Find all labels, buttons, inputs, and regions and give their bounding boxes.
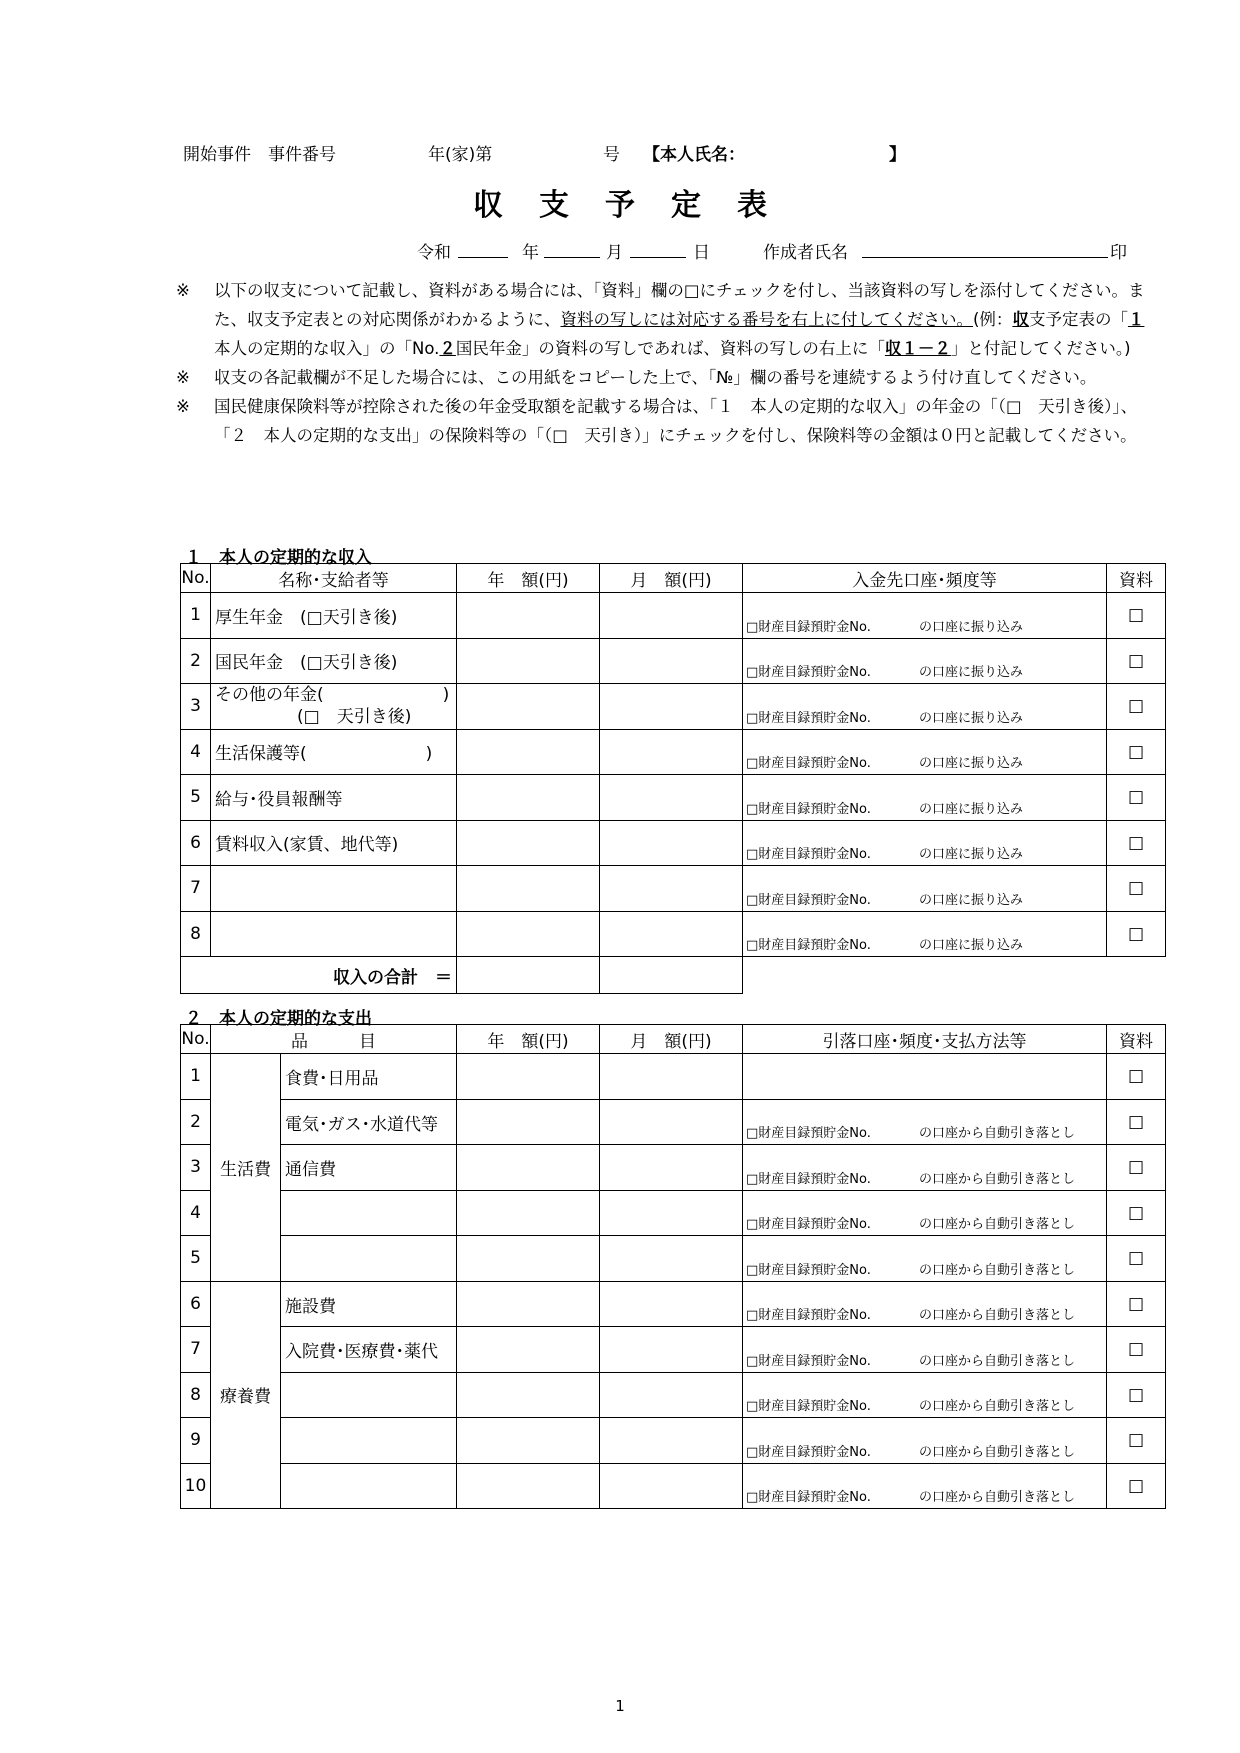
year-amount-input[interactable] [457,684,600,730]
year-amount-input[interactable] [457,1236,600,1282]
account-prefix: □財産目録預貯金No. [746,938,871,953]
col-document: 資料 [1107,1025,1166,1054]
expense-item-cell[interactable]: 入院費･医療費･薬代 [281,1327,457,1373]
expense-row [181,1190,1166,1236]
col-no: No. [181,564,211,593]
expense-item-cell[interactable] [281,1463,457,1509]
account-prefix: □財産目録預貯金No. [746,847,871,862]
note-1-underlined: 資料の写しには対応する番号を右上に付してください。 [560,310,973,329]
year-amount-input[interactable] [457,1418,600,1464]
income-row [181,866,1166,912]
income-name-cell[interactable] [211,775,457,821]
account-suffix: の口座から自動引き落とし [919,1262,1076,1278]
account-suffix: の口座に振り込み [919,710,1024,726]
row-number: 6 [181,820,211,866]
month-amount-input[interactable] [600,820,743,866]
year-amount-input[interactable] [457,1463,600,1509]
month-label: 月 [606,243,623,263]
expense-item-cell[interactable]: 施設費 [281,1281,457,1327]
income-name-line2: (□ 天引き後) [297,707,412,728]
era-year-field[interactable] [458,239,508,258]
expense-row [181,1236,1166,1282]
row-number: 7 [181,1327,211,1373]
year-amount-input[interactable] [457,638,600,684]
row-number: 1 [181,593,211,639]
account-cell[interactable] [743,1190,1107,1236]
year-amount-input[interactable] [457,1054,600,1100]
account-cell[interactable] [743,1327,1107,1373]
note-2 [176,363,1146,392]
number-suffix: 号 [603,145,620,165]
expense-group-medical: 療養費 [211,1281,281,1509]
account-suffix: の口座に振り込み [919,847,1024,862]
income-row [181,911,1166,957]
account-suffix: の口座から自動引き落とし [919,1126,1076,1141]
income-row [181,775,1166,821]
document-checkbox[interactable]: □ [1107,1463,1166,1509]
income-row [181,820,1166,866]
year-label: 年 [522,243,539,263]
month-amount-input[interactable] [600,1418,743,1464]
income-name: その他の年金( ) [215,685,450,706]
income-row [181,729,1166,775]
empty-cell [743,957,1107,994]
document-checkbox[interactable]: □ [1107,1190,1166,1236]
month-amount-input[interactable] [600,911,743,957]
income-header-row [181,564,1166,593]
income-total-row [181,957,1166,994]
expense-item-cell[interactable] [281,1236,457,1282]
row-number: 3 [181,684,211,730]
expense-item-cell[interactable]: 通信費 [281,1145,457,1191]
account-prefix: □財産目録預貯金No. [746,619,871,635]
income-name-cell[interactable] [211,866,457,912]
account-prefix: □財産目録預貯金No. [746,801,871,817]
expense-item-cell[interactable] [281,1372,457,1418]
expense-row [181,1463,1166,1509]
total-month-amount[interactable] [600,957,743,994]
account-suffix: の口座から自動引き落とし [919,1353,1076,1369]
document-checkbox[interactable]: □ [1107,638,1166,684]
month-amount-input[interactable] [600,1054,743,1100]
note-1 [176,276,1146,363]
empty-cell [1107,957,1166,994]
note-3 [176,392,1146,450]
note-mark: ※ [176,368,190,387]
row-number: 8 [181,911,211,957]
row-number: 3 [181,1145,211,1191]
account-suffix: の口座から自動引き落とし [919,1308,1076,1323]
account-prefix: □財産目録預貯金No. [746,1399,871,1414]
month-amount-input[interactable] [600,1145,743,1191]
account-suffix: の口座に振り込み [919,665,1024,680]
document-checkbox[interactable]: □ [1107,911,1166,957]
account-suffix: の口座に振り込み [919,756,1024,771]
row-number: 7 [181,866,211,912]
case-label: 開始事件 事件番号 [183,145,336,165]
income-section-title: １ 本人の定期的な収入 [185,548,372,568]
document-checkbox[interactable]: □ [1107,1281,1166,1327]
year-amount-input[interactable] [457,1281,600,1327]
total-year-amount[interactable] [457,957,600,994]
account-suffix: の口座から自動引き落とし [919,1490,1076,1505]
expense-item-cell[interactable]: 食費･日用品 [281,1054,457,1100]
income-name-cell[interactable] [211,820,457,866]
era-label: 令和 [417,243,451,263]
account-suffix: の口座から自動引き落とし [919,1171,1076,1187]
month-amount-input[interactable] [600,1463,743,1509]
row-number: 5 [181,775,211,821]
row-number: 6 [181,1281,211,1327]
account-suffix: の口座に振り込み [919,619,1024,635]
expense-item-cell[interactable] [281,1190,457,1236]
document-checkbox[interactable]: □ [1107,1236,1166,1282]
row-number: 1 [181,1054,211,1100]
expense-row [181,1145,1166,1191]
account-cell[interactable] [743,775,1107,821]
note-2-text: 収支の各記載欄が不足した場合には、この用紙をコピーした上で、「№」欄の番号を連続するよう付け直してください。 [214,368,1097,387]
account-cell[interactable] [743,1463,1107,1509]
row-number: 10 [181,1463,211,1509]
income-name: 厚生年金 (□天引き後) [215,607,398,628]
account-cell[interactable] [743,1054,1107,1100]
expense-row [181,1372,1166,1418]
expense-row [181,1099,1166,1145]
account-prefix: □財産目録預貯金No. [746,1171,871,1187]
col-year-amount: 年 額(円) [457,1025,600,1054]
account-suffix: の口座から自動引き落とし [919,1399,1076,1414]
expense-item-cell[interactable] [281,1418,457,1464]
account-cell[interactable] [743,866,1107,912]
income-total-label: 収入の合計 ＝ [181,957,457,994]
account-cell[interactable] [743,1236,1107,1282]
month-amount-input[interactable] [600,593,743,639]
row-number: 4 [181,1190,211,1236]
account-suffix: の口座から自動引き落とし [919,1444,1076,1460]
document-checkbox[interactable]: □ [1107,684,1166,730]
year-amount-input[interactable] [457,775,600,821]
account-cell[interactable] [743,684,1107,730]
note-mark: ※ [176,281,190,300]
account-cell[interactable] [743,729,1107,775]
month-field[interactable] [544,239,600,258]
note-1-example-num2: ２ [439,339,456,358]
expense-row [181,1281,1166,1327]
document-checkbox[interactable]: □ [1107,593,1166,639]
name-label: 【本人氏名： [643,145,745,165]
income-name: 国民年金 (□天引き後) [215,653,398,674]
account-prefix: □財産目録預貯金No. [746,1126,871,1141]
note-1-example-code: 収１－２ [884,339,951,358]
col-month-amount: 月 額(円) [600,1025,743,1054]
year-amount-input[interactable] [457,1327,600,1373]
year-amount-input[interactable] [457,1190,600,1236]
account-prefix: □財産目録預貯金No. [746,1444,871,1460]
day-label: 日 [693,243,710,263]
account-cell[interactable] [743,1418,1107,1464]
income-row [181,638,1166,684]
month-amount-input[interactable] [600,1099,743,1145]
name-close: 】 [889,145,906,165]
expense-group-living: 生活費 [211,1054,281,1282]
document-checkbox[interactable]: □ [1107,775,1166,821]
income-name-cell[interactable] [211,911,457,957]
account-suffix: の口座に振り込み [919,801,1024,817]
income-name: 給与･役員報酬等 [215,789,343,810]
account-cell[interactable] [743,911,1107,957]
year-amount-input[interactable] [457,593,600,639]
income-name-cell[interactable] [211,729,457,775]
year-amount-input[interactable] [457,729,600,775]
author-name-field[interactable] [862,239,1108,258]
col-document: 資料 [1107,564,1166,593]
year-amount-input[interactable] [457,866,600,912]
expense-section-title: ２ 本人の定期的な支出 [185,1009,372,1029]
note-1-example-text: 支予定表の「 [1028,310,1128,329]
expense-table [180,1024,1166,1509]
year-amount-input[interactable] [457,820,600,866]
document-checkbox[interactable]: □ [1107,866,1166,912]
document-checkbox[interactable]: □ [1107,1099,1166,1145]
seal-label: 印 [1110,243,1127,263]
col-month-amount: 月 額(円) [600,564,743,593]
note-1-example-close: 」と付記してください。) [950,339,1131,358]
account-cell[interactable] [743,1372,1107,1418]
expense-row [181,1327,1166,1373]
account-prefix: □財産目録預貯金No. [746,1217,871,1232]
document-checkbox[interactable]: □ [1107,1327,1166,1373]
col-name: 名称･支給者等 [211,564,457,593]
month-amount-input[interactable] [600,638,743,684]
expense-header-row [181,1025,1166,1054]
row-number: 2 [181,638,211,684]
month-amount-input[interactable] [600,1236,743,1282]
col-no: No. [181,1025,211,1054]
account-suffix: の口座に振り込み [919,892,1024,908]
note-1-example-text3: 国民年金」の資料の写しであれば、資料の写しの右上に「 [455,339,885,358]
author-label: 作成者氏名 [763,243,848,263]
account-suffix: の口座から自動引き落とし [919,1217,1076,1232]
day-field[interactable] [630,239,686,258]
account-cell[interactable] [743,1281,1107,1327]
expense-row [181,1418,1166,1464]
account-prefix: □財産目録預貯金No. [746,1490,871,1505]
expense-item-cell[interactable]: 電気･ガス･水道代等 [281,1099,457,1145]
document-checkbox[interactable]: □ [1107,1418,1166,1464]
account-prefix: □財産目録預貯金No. [746,1353,871,1369]
note-1-example-mark: 収 [1012,310,1029,329]
note-1-example-num1: １ [1127,310,1145,329]
account-cell[interactable] [743,593,1107,639]
income-name: 生活保護等( ) [215,744,433,765]
col-year-amount: 年 額(円) [457,564,600,593]
income-row [181,684,1166,730]
account-cell[interactable] [743,638,1107,684]
document-checkbox[interactable]: □ [1107,1054,1166,1100]
account-prefix: □財産目録預貯金No. [746,892,871,908]
account-cell[interactable] [743,1145,1107,1191]
year-amount-input[interactable] [457,911,600,957]
account-prefix: □財産目録預貯金No. [746,665,871,680]
month-amount-input[interactable] [600,1372,743,1418]
account-cell[interactable] [743,820,1107,866]
row-number: 8 [181,1372,211,1418]
document-checkbox[interactable]: □ [1107,820,1166,866]
income-row [181,593,1166,639]
year-family-label: 年(家)第 [428,145,493,165]
month-amount-input[interactable] [600,1327,743,1373]
page-number: 1 [615,1697,625,1715]
income-table [180,563,1166,994]
month-amount-input[interactable] [600,1190,743,1236]
account-prefix: □財産目録預貯金No. [746,756,871,771]
income-name: 賃料収入(家賃、地代等) [215,835,399,856]
note-1-text: 以下の収支について記載し、資料がある場合には、「資料」欄の□にチェックを付し、当該資料の写しを添付してください。また、収支予定表との対応関係がわかるように、 [214,281,1145,329]
page-title: 収支予定表 [473,188,803,223]
account-cell[interactable] [743,1099,1107,1145]
row-number: 9 [181,1418,211,1464]
col-item: 品 目 [211,1025,457,1054]
month-amount-input[interactable] [600,775,743,821]
account-prefix: □財産目録預貯金No. [746,1308,871,1323]
month-amount-input[interactable] [600,684,743,730]
month-amount-input[interactable] [600,729,743,775]
col-account: 入金先口座･頻度等 [743,564,1107,593]
year-amount-input[interactable] [457,1099,600,1145]
expense-row [181,1054,1166,1100]
income-name-cell[interactable] [211,593,457,639]
income-name-cell[interactable] [211,638,457,684]
note-3-text: 国民健康保険料等が控除された後の年金受取額を記載する場合は、「１ 本人の定期的な収入」の年金の「（□ 天引き後）」、「２ 本人の定期的な支出」の保険料等の「（□ 天引き）」にチェックを付し、保険料等の金額は０円と記載してください。 [214,397,1138,445]
col-account: 引落口座･頻度･支払方法等 [743,1025,1107,1054]
note-mark: ※ [176,397,190,416]
row-number: 5 [181,1236,211,1282]
account-prefix: □財産目録預貯金No. [746,710,871,726]
year-amount-input[interactable] [457,1372,600,1418]
row-number: 2 [181,1099,211,1145]
document-checkbox[interactable]: □ [1107,729,1166,775]
account-suffix: の口座に振り込み [919,938,1024,953]
document-checkbox[interactable]: □ [1107,1372,1166,1418]
note-1-example-text2: 本人の定期的な収入」の「No. [214,339,440,358]
income-name-cell[interactable] [211,684,457,730]
month-amount-input[interactable] [600,866,743,912]
account-prefix: □財産目録預貯金No. [746,1262,871,1278]
note-1-example-open: (例： [973,310,1013,329]
year-amount-input[interactable] [457,1145,600,1191]
document-checkbox[interactable]: □ [1107,1145,1166,1191]
row-number: 4 [181,729,211,775]
instructions [176,276,1146,450]
month-amount-input[interactable] [600,1281,743,1327]
